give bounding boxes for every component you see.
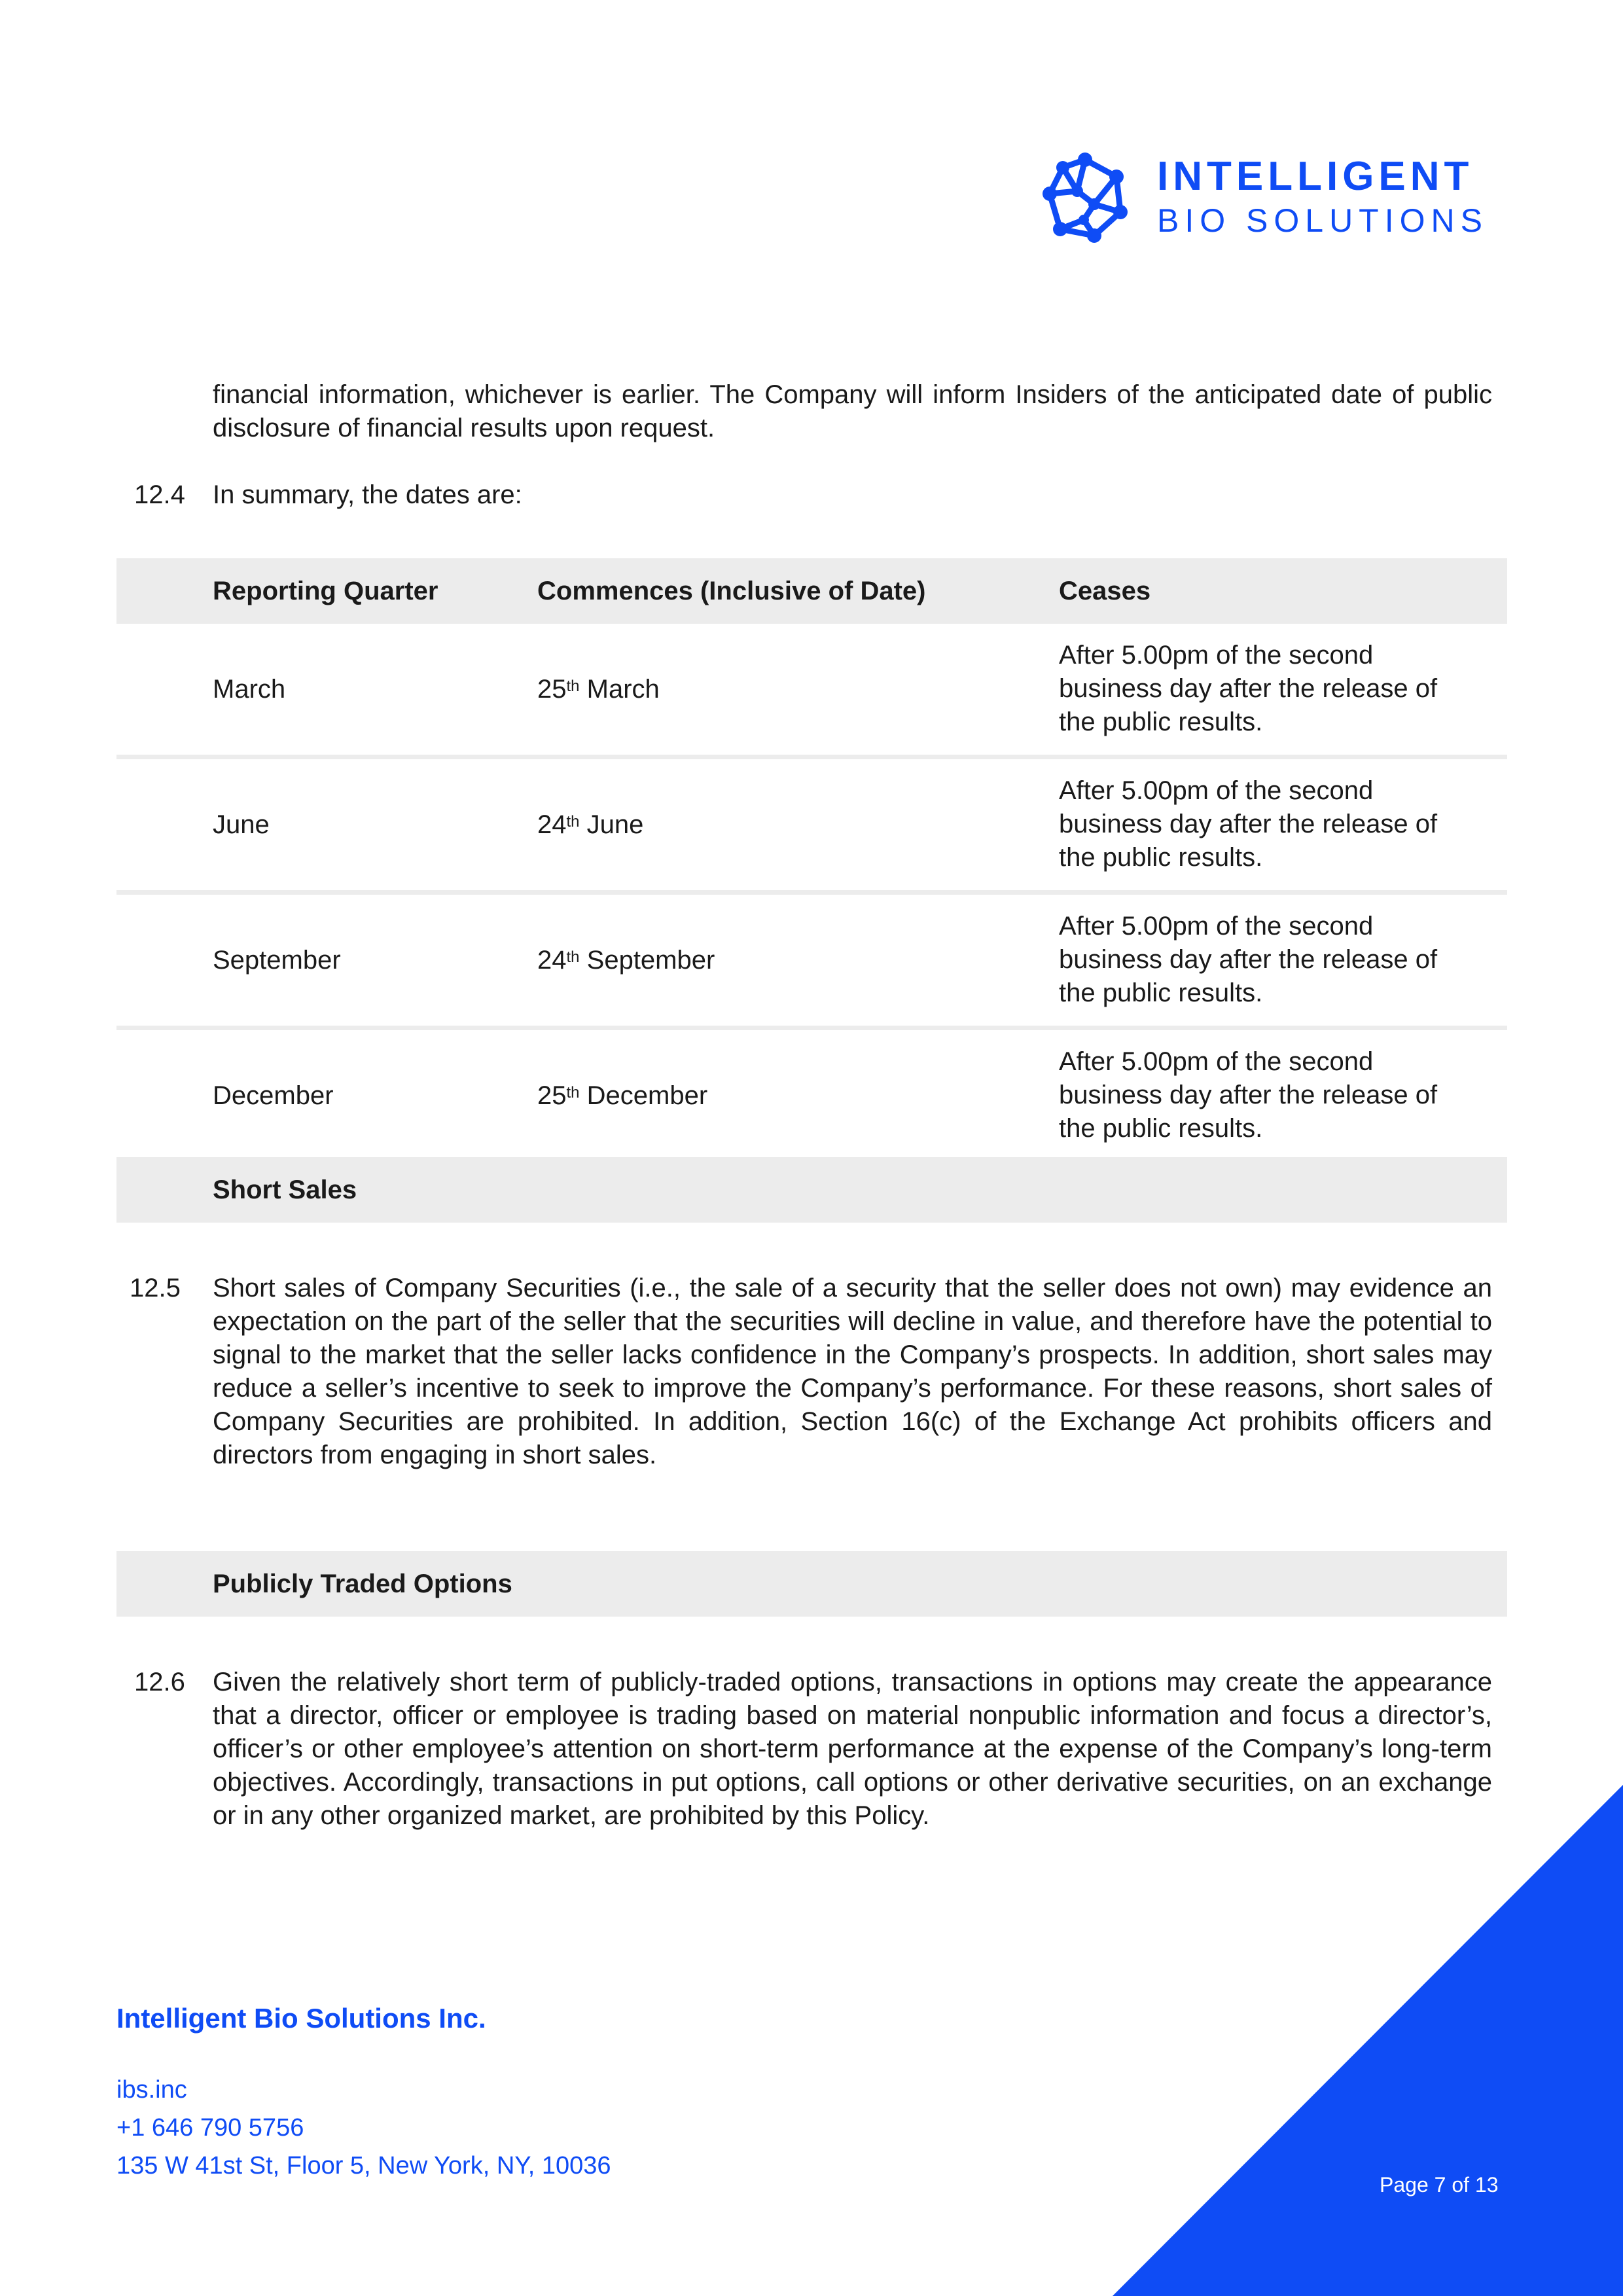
commences-cell: 25 $^{th}$ March — [537, 624, 660, 755]
section-heading-short-sales: Short Sales — [213, 1175, 357, 1204]
logo-wordmark-bottom: BIO SOLUTIONS — [1157, 202, 1488, 239]
commences-month: September — [586, 945, 715, 975]
section-number-12-6: 12.6 — [134, 1668, 185, 1696]
header-commences: Commences (Inclusive of Date) — [537, 577, 926, 605]
quarter-cell: September — [213, 945, 341, 975]
commences-cell: 24 $^{th}$ June — [537, 759, 643, 890]
quarter-cell: March — [213, 674, 286, 704]
quarter-cell: December — [213, 1081, 334, 1110]
page-number: Page 7 of 13 — [1380, 2173, 1499, 2197]
commences-month: December — [586, 1081, 708, 1110]
section-12-5-text: Short sales of Company Securities (i.e., the sale of a security that the seller does not own) may evidence an expectation on the part of the seller that the securities will decline in value, and therefore have the potential to signal to the market that the seller lacks confidence in the Company’s prospects. In addition, short sales may reduce a seller’s incentive to seek to improve the Company’s performance. For these reasons, short sales of Company Securities are prohibited. In addition, Section 16(c) of the Exchange Act prohibits officers and directors from engaging in short sales. — [213, 1274, 1492, 1469]
footer-address: 135 W 41st St, Floor 5, New York, NY, 10036 — [116, 2152, 611, 2179]
commences-day: 24 — [537, 945, 567, 975]
header-ceases: Ceases — [1059, 577, 1151, 605]
footer-phone[interactable]: +1 646 790 5756 — [116, 2114, 304, 2142]
ceases-cell: After 5.00pm of the second business day after the release of the public results. — [1059, 912, 1438, 1007]
intro-paragraph: financial information, whichever is earlier. The Company will inform Insiders of the anticipated date of public disclosure of financial results upon request. — [213, 380, 1492, 442]
section-number-12-4: 12.4 — [134, 480, 185, 509]
section-number-12-5: 12.5 — [130, 1274, 181, 1302]
ceases-cell: After 5.00pm of the second business day after the release of the public results. — [1059, 776, 1438, 872]
quarter-cell: June — [213, 810, 270, 839]
logo-wordmark-top: INTELLIGENT — [1157, 154, 1474, 199]
commences-cell: 24 $^{th}$ September — [537, 895, 715, 1026]
commences-cell: 25 $^{th}$ December — [537, 1030, 707, 1161]
ceases-cell: After 5.00pm of the second business day after the release of the public results. — [1059, 1047, 1438, 1143]
commences-month: June — [586, 810, 644, 839]
commences-day: 25 — [537, 674, 567, 704]
commences-day: 24 — [537, 810, 567, 839]
footer-company-name: Intelligent Bio Solutions Inc. — [116, 2003, 486, 2034]
commences-day: 25 — [537, 1081, 567, 1110]
header-reporting-quarter: Reporting Quarter — [213, 577, 438, 605]
section-heading-options: Publicly Traded Options — [213, 1570, 512, 1598]
ceases-cell: After 5.00pm of the second business day after the release of the public results. — [1059, 641, 1438, 736]
section-12-6-text: Given the relatively short term of publicly-traded options, transactions in options may create the appearance that a director, officer or employee is trading based on material nonpublic information and focus a director’s, officer’s or other employee’s attention on short-term performance at the expense of the Company’s long-term objectives. Accordingly, transactions in put options, call options or other derivative securities, on an exchange or in any other organized market, are prohibited by this Policy. — [213, 1668, 1492, 1830]
commences-month: March — [586, 674, 660, 704]
footer-website-link[interactable]: ibs.inc — [116, 2076, 187, 2104]
section-12-4-text: In summary, the dates are: — [213, 480, 522, 509]
